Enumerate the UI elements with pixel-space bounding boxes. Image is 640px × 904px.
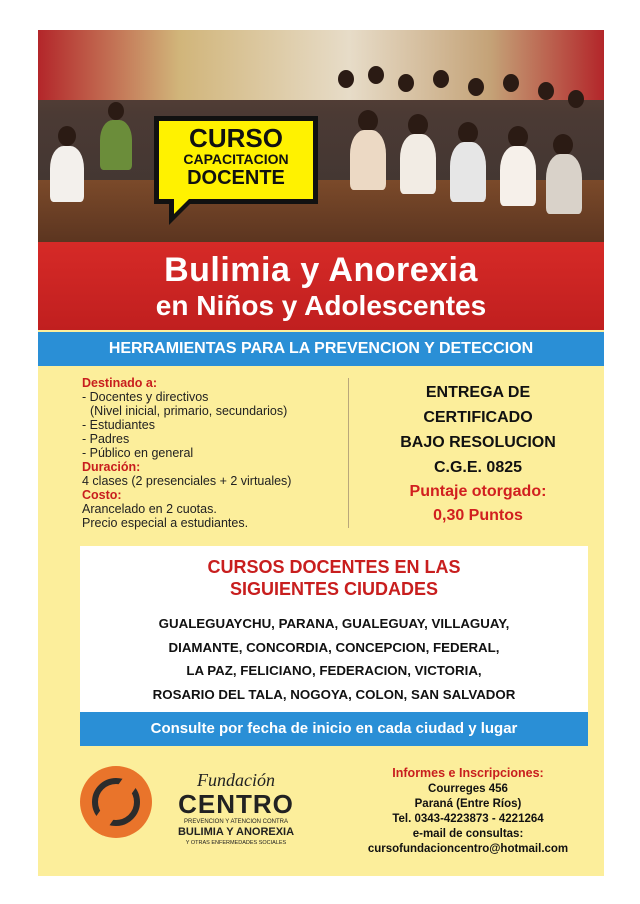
cities-line: DIAMANTE, CONCORDIA, CONCEPCION, FEDERAL, xyxy=(168,639,500,655)
audience-figure xyxy=(350,130,386,190)
contact-email[interactable]: cursofundacioncentro@hotmail.com xyxy=(367,843,569,855)
photo-wall xyxy=(38,30,604,100)
fundacion-logo-icon xyxy=(80,766,152,838)
contact-phone: Tel. 0343-4223873 - 4221264 xyxy=(392,813,544,825)
logo-centro: CENTRO xyxy=(178,789,294,819)
destinado-item: - Docentes y directivos xyxy=(82,390,209,404)
course-details xyxy=(82,376,352,530)
fundacion-logo xyxy=(156,770,316,847)
section-divider xyxy=(348,378,349,528)
logo-tagline2: BULIMIA Y ANOREXIA xyxy=(177,826,295,838)
logo-fundacion: Fundación xyxy=(197,770,275,790)
destinado-item: (Nivel inicial, primario, secundarios) xyxy=(90,404,288,418)
certificate-line: CERTIFICADO xyxy=(423,409,533,426)
destinado-item: - Público en general xyxy=(82,446,194,460)
contact-email-label: e-mail de consultas: xyxy=(412,828,524,840)
audience-figure xyxy=(553,134,573,156)
cities-heading-line2: SIGUIENTES CIUDADES xyxy=(229,579,439,599)
contact-address2: Paraná (Entre Ríos) xyxy=(414,798,522,810)
audience-figure xyxy=(503,74,519,92)
audience-figure xyxy=(400,134,436,194)
audience-figure xyxy=(100,120,132,170)
audience-figure xyxy=(500,146,536,206)
consult-bar: Consulte por fecha de inicio en cada ciudad y lugar xyxy=(80,712,588,746)
audience-figure xyxy=(50,146,84,202)
audience-figure xyxy=(508,126,528,148)
contact-title: Informes e Inscripciones: xyxy=(392,766,544,780)
puntaje-label: Puntaje otorgado: xyxy=(409,483,547,500)
destinado-item: - Padres xyxy=(82,432,130,446)
certificate-info xyxy=(358,380,598,528)
destinado-label: Destinado a: xyxy=(82,376,158,390)
cities-line: ROSARIO DEL TALA, NOGOYA, COLON, SAN SALVADOR xyxy=(152,686,516,702)
audience-figure xyxy=(108,102,124,120)
costo-line: Precio especial a estudiantes. xyxy=(82,516,249,530)
classroom-photo xyxy=(38,30,604,242)
audience-figure xyxy=(398,74,414,92)
audience-figure xyxy=(368,66,384,84)
audience-figure xyxy=(408,114,428,136)
cities-line: LA PAZ, FELICIANO, FEDERACION, VICTORIA, xyxy=(186,663,482,678)
certificate-line: ENTREGA DE xyxy=(425,384,531,401)
subtitle-band: HERRAMIENTAS PARA LA PREVENCION Y DETECCION xyxy=(38,332,604,366)
audience-figure xyxy=(433,70,449,88)
audience-figure xyxy=(358,110,378,132)
audience-figure xyxy=(338,70,354,88)
audience-figure xyxy=(468,78,484,96)
badge-line3: DOCENTE xyxy=(187,167,285,189)
badge-line2: CAPACITACION xyxy=(183,151,289,167)
badge-line1: CURSO xyxy=(189,123,283,153)
logo-tagline3: Y OTRAS ENFERMEDADES SOCIALES xyxy=(185,840,287,846)
course-badge xyxy=(154,116,318,204)
cities-line: GUALEGUAYCHU, PARANA, GUALEGUAY, VILLAGUAY, xyxy=(158,616,510,631)
title-line1: Bulimia y Anorexia xyxy=(164,251,478,289)
poster xyxy=(38,30,604,876)
title-band xyxy=(38,242,604,330)
cities-list xyxy=(80,612,588,706)
audience-figure xyxy=(450,142,486,202)
duracion-label: Duración: xyxy=(82,460,141,474)
badge-tail-fill xyxy=(174,199,189,214)
audience-figure xyxy=(546,154,582,214)
cities-box xyxy=(80,546,588,716)
audience-figure xyxy=(568,90,584,108)
costo-line: Arancelado en 2 cuotas. xyxy=(82,502,217,516)
cities-heading-line1: CURSOS DOCENTES EN LAS xyxy=(207,557,461,577)
contact-address1: Courreges 456 xyxy=(428,783,508,795)
certificate-line: C.G.E. 0825 xyxy=(433,459,523,476)
audience-figure xyxy=(538,82,554,100)
title-line2: en Niños y Adolescentes xyxy=(155,290,487,321)
contact-info xyxy=(338,764,598,857)
puntaje-value: 0,30 Puntos xyxy=(433,507,523,524)
costo-label: Costo: xyxy=(82,488,122,502)
duracion-value: 4 clases (2 presenciales + 2 virtuales) xyxy=(82,474,292,488)
destinado-item: - Estudiantes xyxy=(82,418,155,432)
certificate-line: BAJO RESOLUCION xyxy=(400,434,556,451)
audience-figure xyxy=(458,122,478,144)
audience-figure xyxy=(58,126,76,146)
logo-tagline1: PREVENCION Y ATENCION CONTRA xyxy=(183,819,289,825)
